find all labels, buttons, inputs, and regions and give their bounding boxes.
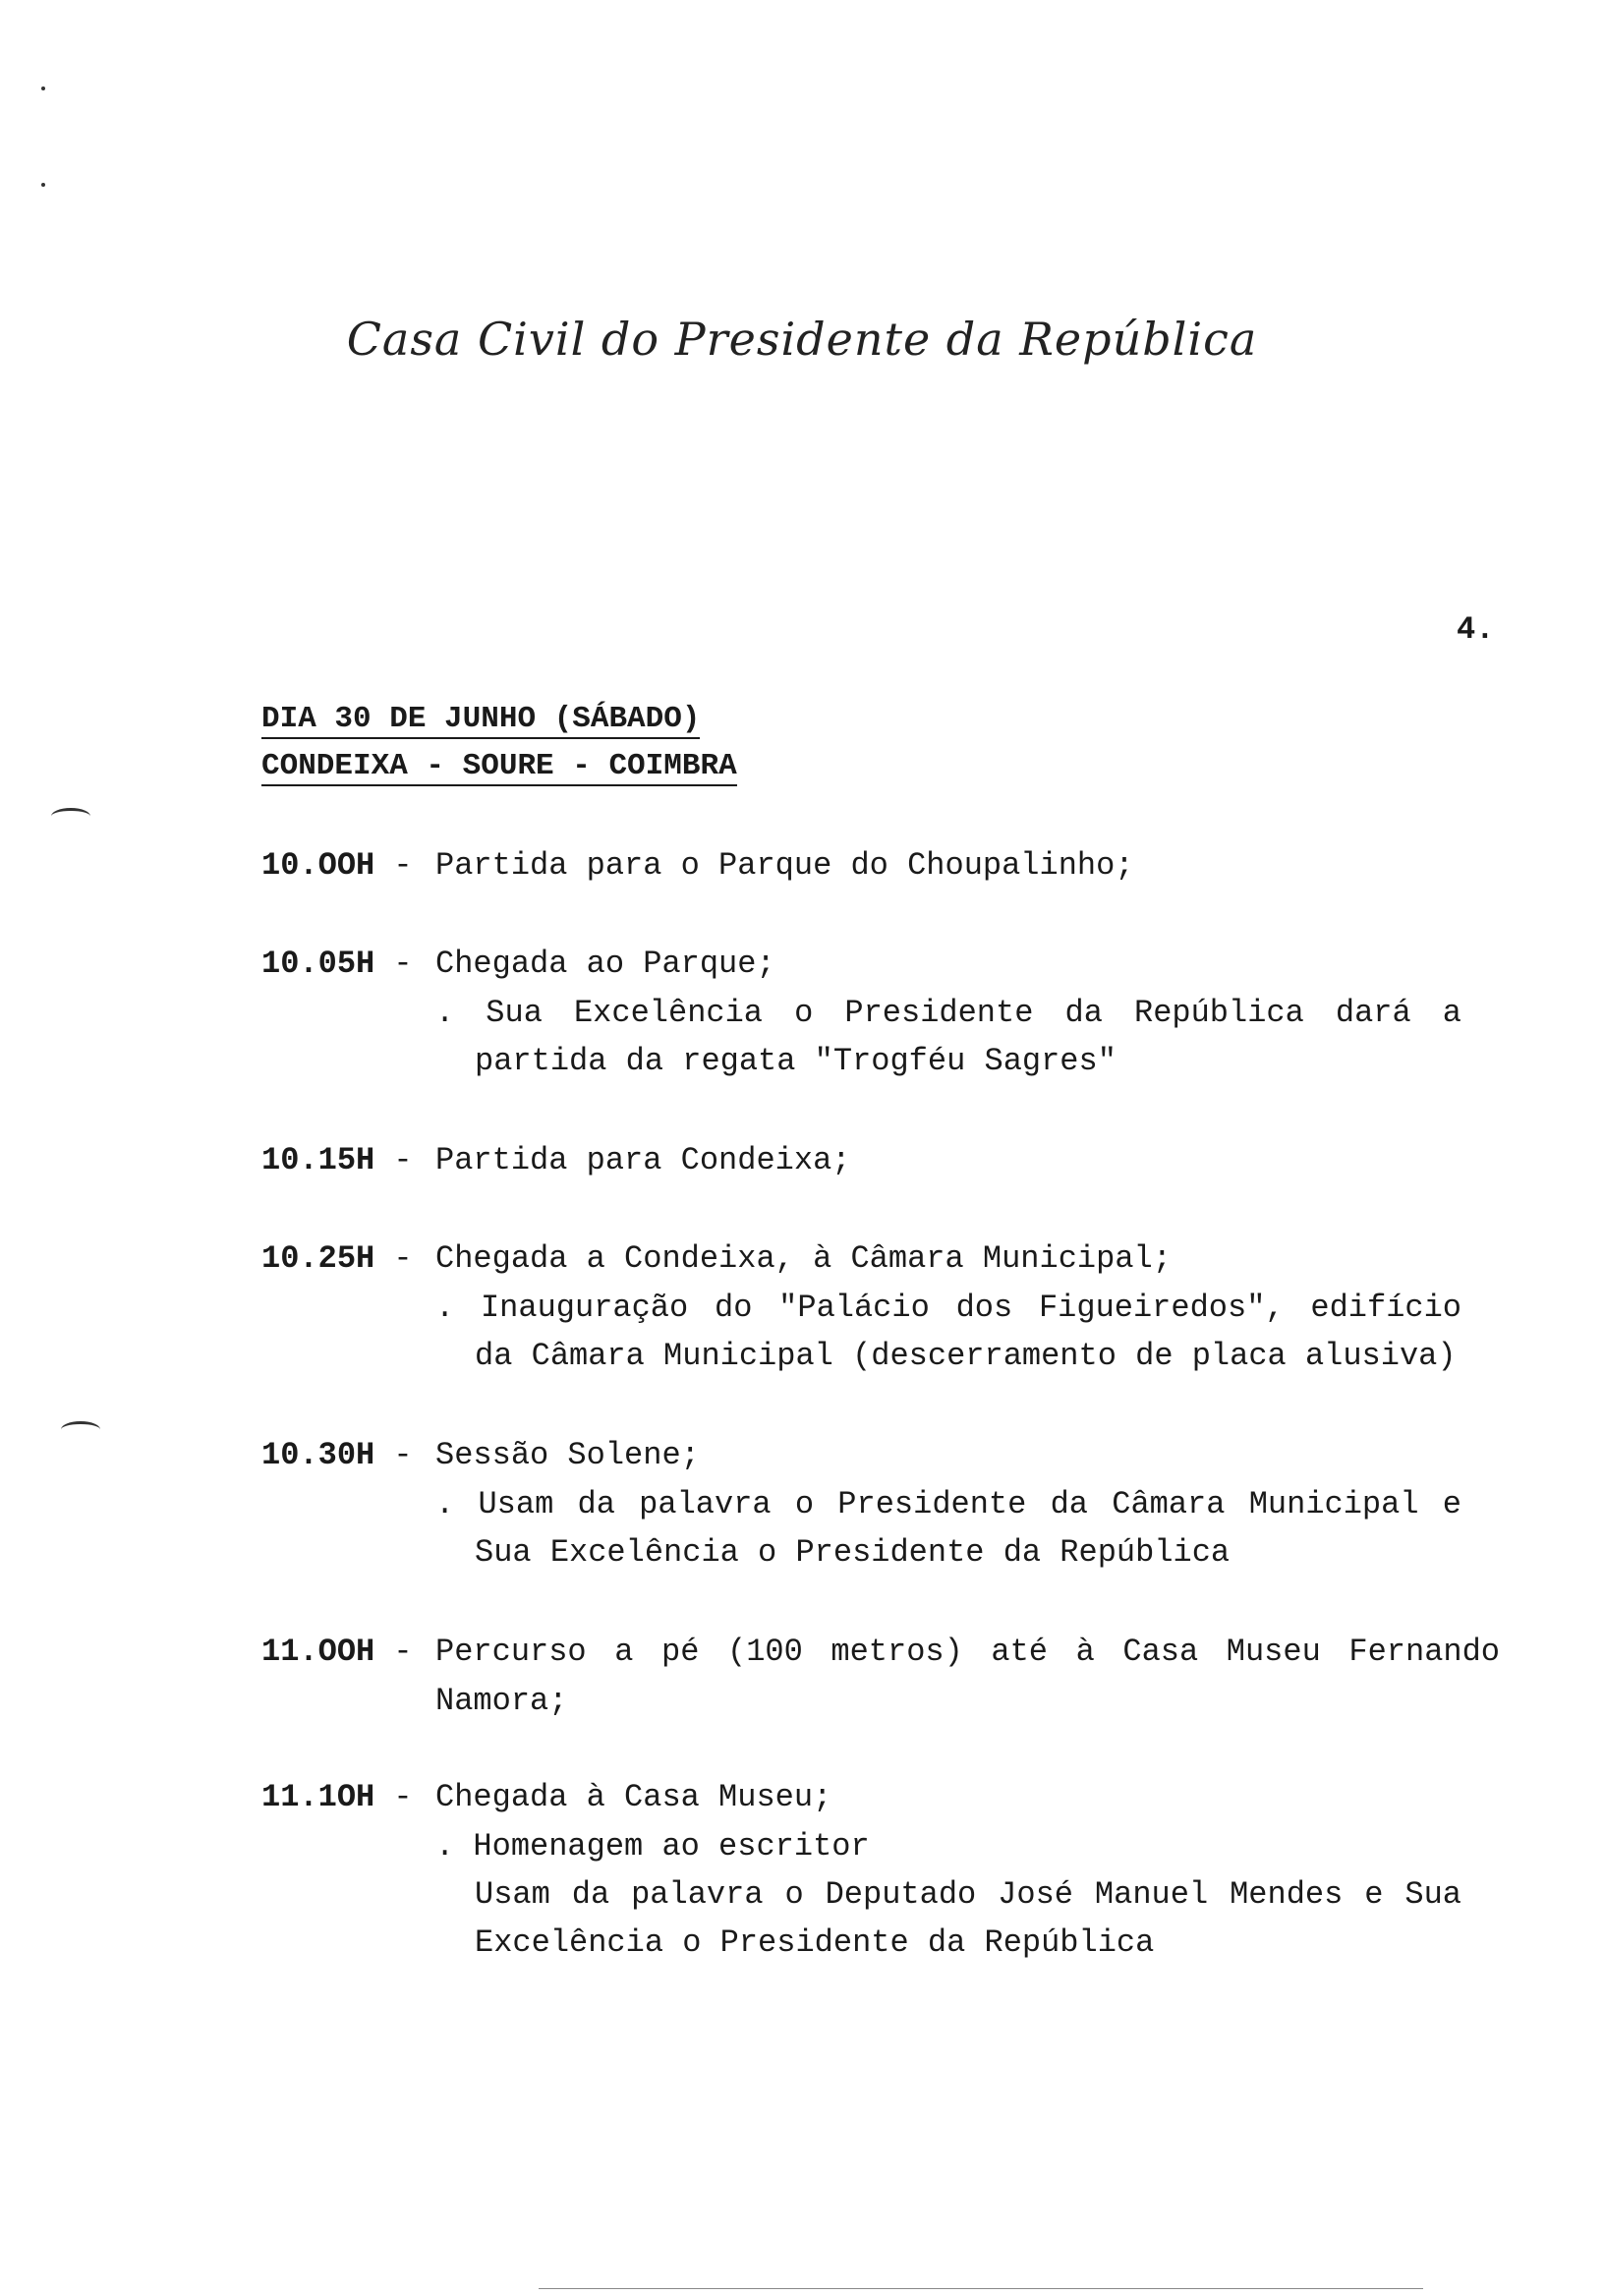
entry-bullet-continuation-2: Excelência o Presidente da República xyxy=(475,1924,1155,1961)
entry-time: 10.15H xyxy=(261,1142,375,1178)
page-number: 4. xyxy=(1457,611,1495,648)
scan-speck xyxy=(41,183,45,187)
entry-text: Percurso a pé (100 metros) até à Casa Museu Fernando xyxy=(435,1634,1500,1670)
entry-dash: - xyxy=(393,1240,413,1277)
entry-time: 11.1OH xyxy=(261,1779,375,1815)
entry-bullet: . Usam da palavra o Presidente da Câmara Municipal e xyxy=(435,1486,1461,1522)
entry-time: 10.OOH xyxy=(261,847,375,884)
entry-bullet: . Homenagem ao escritor xyxy=(435,1828,870,1865)
punch-hole-mark xyxy=(51,808,90,825)
entry-text: Chegada ao Parque; xyxy=(435,946,775,982)
entry-dash: - xyxy=(393,1142,413,1178)
entry-time: 11.OOH xyxy=(261,1634,375,1670)
entry-text-continuation: Namora; xyxy=(435,1683,568,1719)
scan-edge-line xyxy=(539,2288,1423,2289)
letterhead: Casa Civil do Presidente da República xyxy=(346,313,1258,366)
entry-dash: - xyxy=(393,847,413,884)
heading-locations: CONDEIXA - SOURE - COIMBRA xyxy=(261,749,737,786)
entry-dash: - xyxy=(393,1779,413,1815)
entry-bullet-continuation: da Câmara Municipal (descerramento de placa alusiva) xyxy=(475,1338,1457,1374)
entry-text: Partida para o Parque do Choupalinho; xyxy=(435,847,1134,884)
entry-bullet-continuation: partida da regata "Trogféu Sagres" xyxy=(475,1043,1117,1079)
entry-bullet: . Sua Excelência o Presidente da República dará a xyxy=(435,995,1461,1031)
entry-text: Sessão Solene; xyxy=(435,1437,700,1473)
entry-text: Chegada à Casa Museu; xyxy=(435,1779,832,1815)
scan-speck xyxy=(41,86,45,90)
entry-text: Partida para Condeixa; xyxy=(435,1142,851,1178)
entry-dash: - xyxy=(393,1437,413,1473)
entry-time: 10.25H xyxy=(261,1240,375,1277)
entry-bullet-continuation: Sua Excelência o Presidente da República xyxy=(475,1534,1231,1571)
entry-time: 10.05H xyxy=(261,946,375,982)
entry-time: 10.30H xyxy=(261,1437,375,1473)
heading-date: DIA 30 DE JUNHO (SÁBADO) xyxy=(261,702,700,739)
entry-dash: - xyxy=(393,946,413,982)
entry-bullet-continuation: Usam da palavra o Deputado José Manuel Mendes e Sua xyxy=(475,1876,1461,1913)
entry-dash: - xyxy=(393,1634,413,1670)
punch-hole-mark xyxy=(61,1421,100,1438)
entry-bullet: . Inauguração do "Palácio dos Figueiredos", edifício xyxy=(435,1290,1461,1326)
entry-text: Chegada a Condeixa, à Câmara Municipal; xyxy=(435,1240,1172,1277)
